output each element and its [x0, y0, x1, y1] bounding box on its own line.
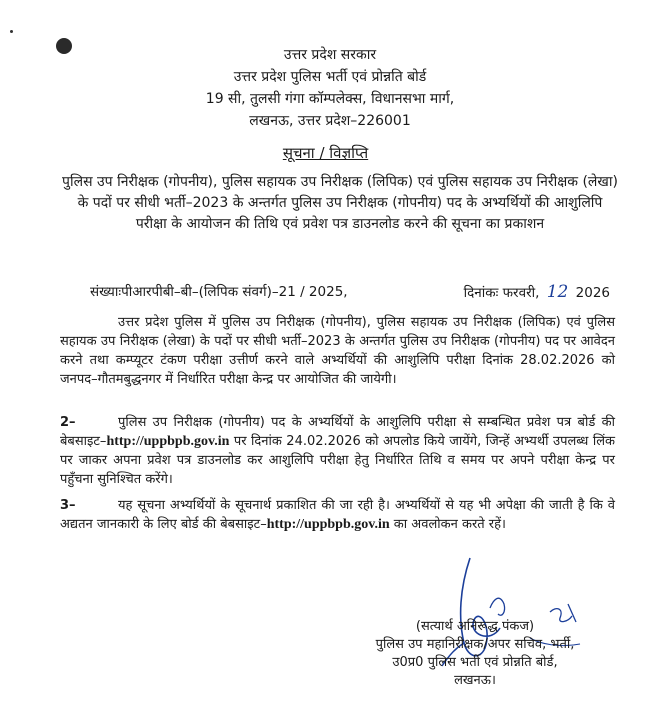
- signatory-designation: पुलिस उप महानिरीक्षक/अपर सचिव, भर्ती,: [375, 637, 575, 652]
- notice-subject: पुलिस उप निरीक्षक (गोपनीय), पुलिस सहायक उप निरीक्षक (लिपिक) एवं पुलिस सहायक उप निरीक्षक (लेखा) के पदों पर सीधी भर्ती–2023 के अन्तर्गत पुलिस उप निरीक्षक (गोपनीय) पद के अभ्यर्थियों की आशुलिपि परीक्षा के आयोजन की तिथि एवं प्रवेश पत्र डाउनलोड करने की सूचना का प्रकाशन: [62, 174, 618, 232]
- reference-line: [90, 282, 610, 304]
- paragraph-text: पुलिस उप निरीक्षक (गोपनीय) पद के अभ्यर्थियों के आशुलिपि परीक्षा से सम्बन्धित प्रवेश पत्र बोर्ड की बेबसाइट–: [60, 415, 615, 449]
- website-link[interactable]: http://uppbpb.gov.in: [266, 517, 390, 532]
- letterhead: [150, 44, 510, 132]
- date-day-handwritten: 12: [546, 282, 569, 302]
- scan-dot: [10, 30, 13, 33]
- notice-title: सूचना / विज्ञप्ति: [282, 144, 369, 162]
- header-address: 19 सी, तुलसी गंगा कॉम्पलेक्स, विधानसभा मार्ग,: [205, 91, 455, 107]
- signatory-name: (सत्यार्थ अनिरूद्ध पंकज): [415, 619, 535, 634]
- paragraph-2: [60, 413, 615, 489]
- date-year: 2026: [575, 285, 610, 301]
- paragraph-text: यह सूचना अभ्यर्थियों के सूचनार्थ प्रकाशित की जा रही है। अभ्यर्थियों से यह भी अपेक्षा की जाती है कि वे अद्यतन जानकारी के लिए बोर्ड की बेबसाइट–: [60, 498, 615, 532]
- header-govt: उत्तर प्रदेश सरकार: [283, 47, 377, 63]
- paragraph-3: [60, 496, 615, 534]
- punch-hole: [56, 38, 72, 54]
- signatory-office: उ0प्र0 पुलिस भर्ती एवं प्रोन्नति बोर्ड,: [392, 655, 558, 670]
- paragraph-text: का अवलोकन करते रहें।: [389, 517, 506, 532]
- signatory-block: [320, 618, 630, 690]
- reference-date: [464, 282, 610, 302]
- paragraph-number: 2–: [60, 415, 76, 430]
- paragraph-1: उत्तर प्रदेश पुलिस में पुलिस उप निरीक्षक (गोपनीय), पुलिस सहायक उप निरीक्षक (लिपिक) एवं पुलिस सहायक उप निरीक्षक (लेखा) के पदों पर सीधी भर्ती–2023 के अन्तर्गत पुलिस उप निरीक्षक (गोपनीय) पद पर आवेदन करने तथा कम्प्यूटर टंकण परीक्षा उत्तीर्ण करने वाले अभ्यर्थियों की आशुलिपि परीक्षा दिनांक 28.02.2026 को जनपद–गौतमबुद्धनगर में निर्धारित परीक्षा केन्द्र पर आयोजित की जायेगी।: [60, 315, 616, 387]
- signatory-city: लखनऊ।: [454, 673, 496, 688]
- paragraph-number: 3–: [60, 498, 76, 513]
- date-prefix: दिनांकः फरवरी,: [463, 285, 540, 301]
- paragraph-text: पर दिनांक 24.02.2026 को अपलोड किये जायेंगे, जिन्हें अभ्यर्थी उपलब्ध लिंक पर जाकर अपना प्रवेश पत्र डाउनलोड कर आशुलिपि परीक्षा हेतु निर्धारित तिथि व समय पर अपने परीक्षा केन्द्र पर पहुँचना सुनिश्चित करेंगे।: [60, 434, 615, 487]
- reference-number: संख्याःपीआरपीबी–बी–(लिपिक संवर्ग)–21 / 2025,: [90, 284, 348, 300]
- header-city: लखनऊ, उत्तर प्रदेश–226001: [249, 113, 411, 129]
- header-board: उत्तर प्रदेश पुलिस भर्ती एवं प्रोन्नति बोर्ड: [233, 69, 427, 85]
- website-link[interactable]: http://uppbpb.gov.in: [106, 434, 230, 449]
